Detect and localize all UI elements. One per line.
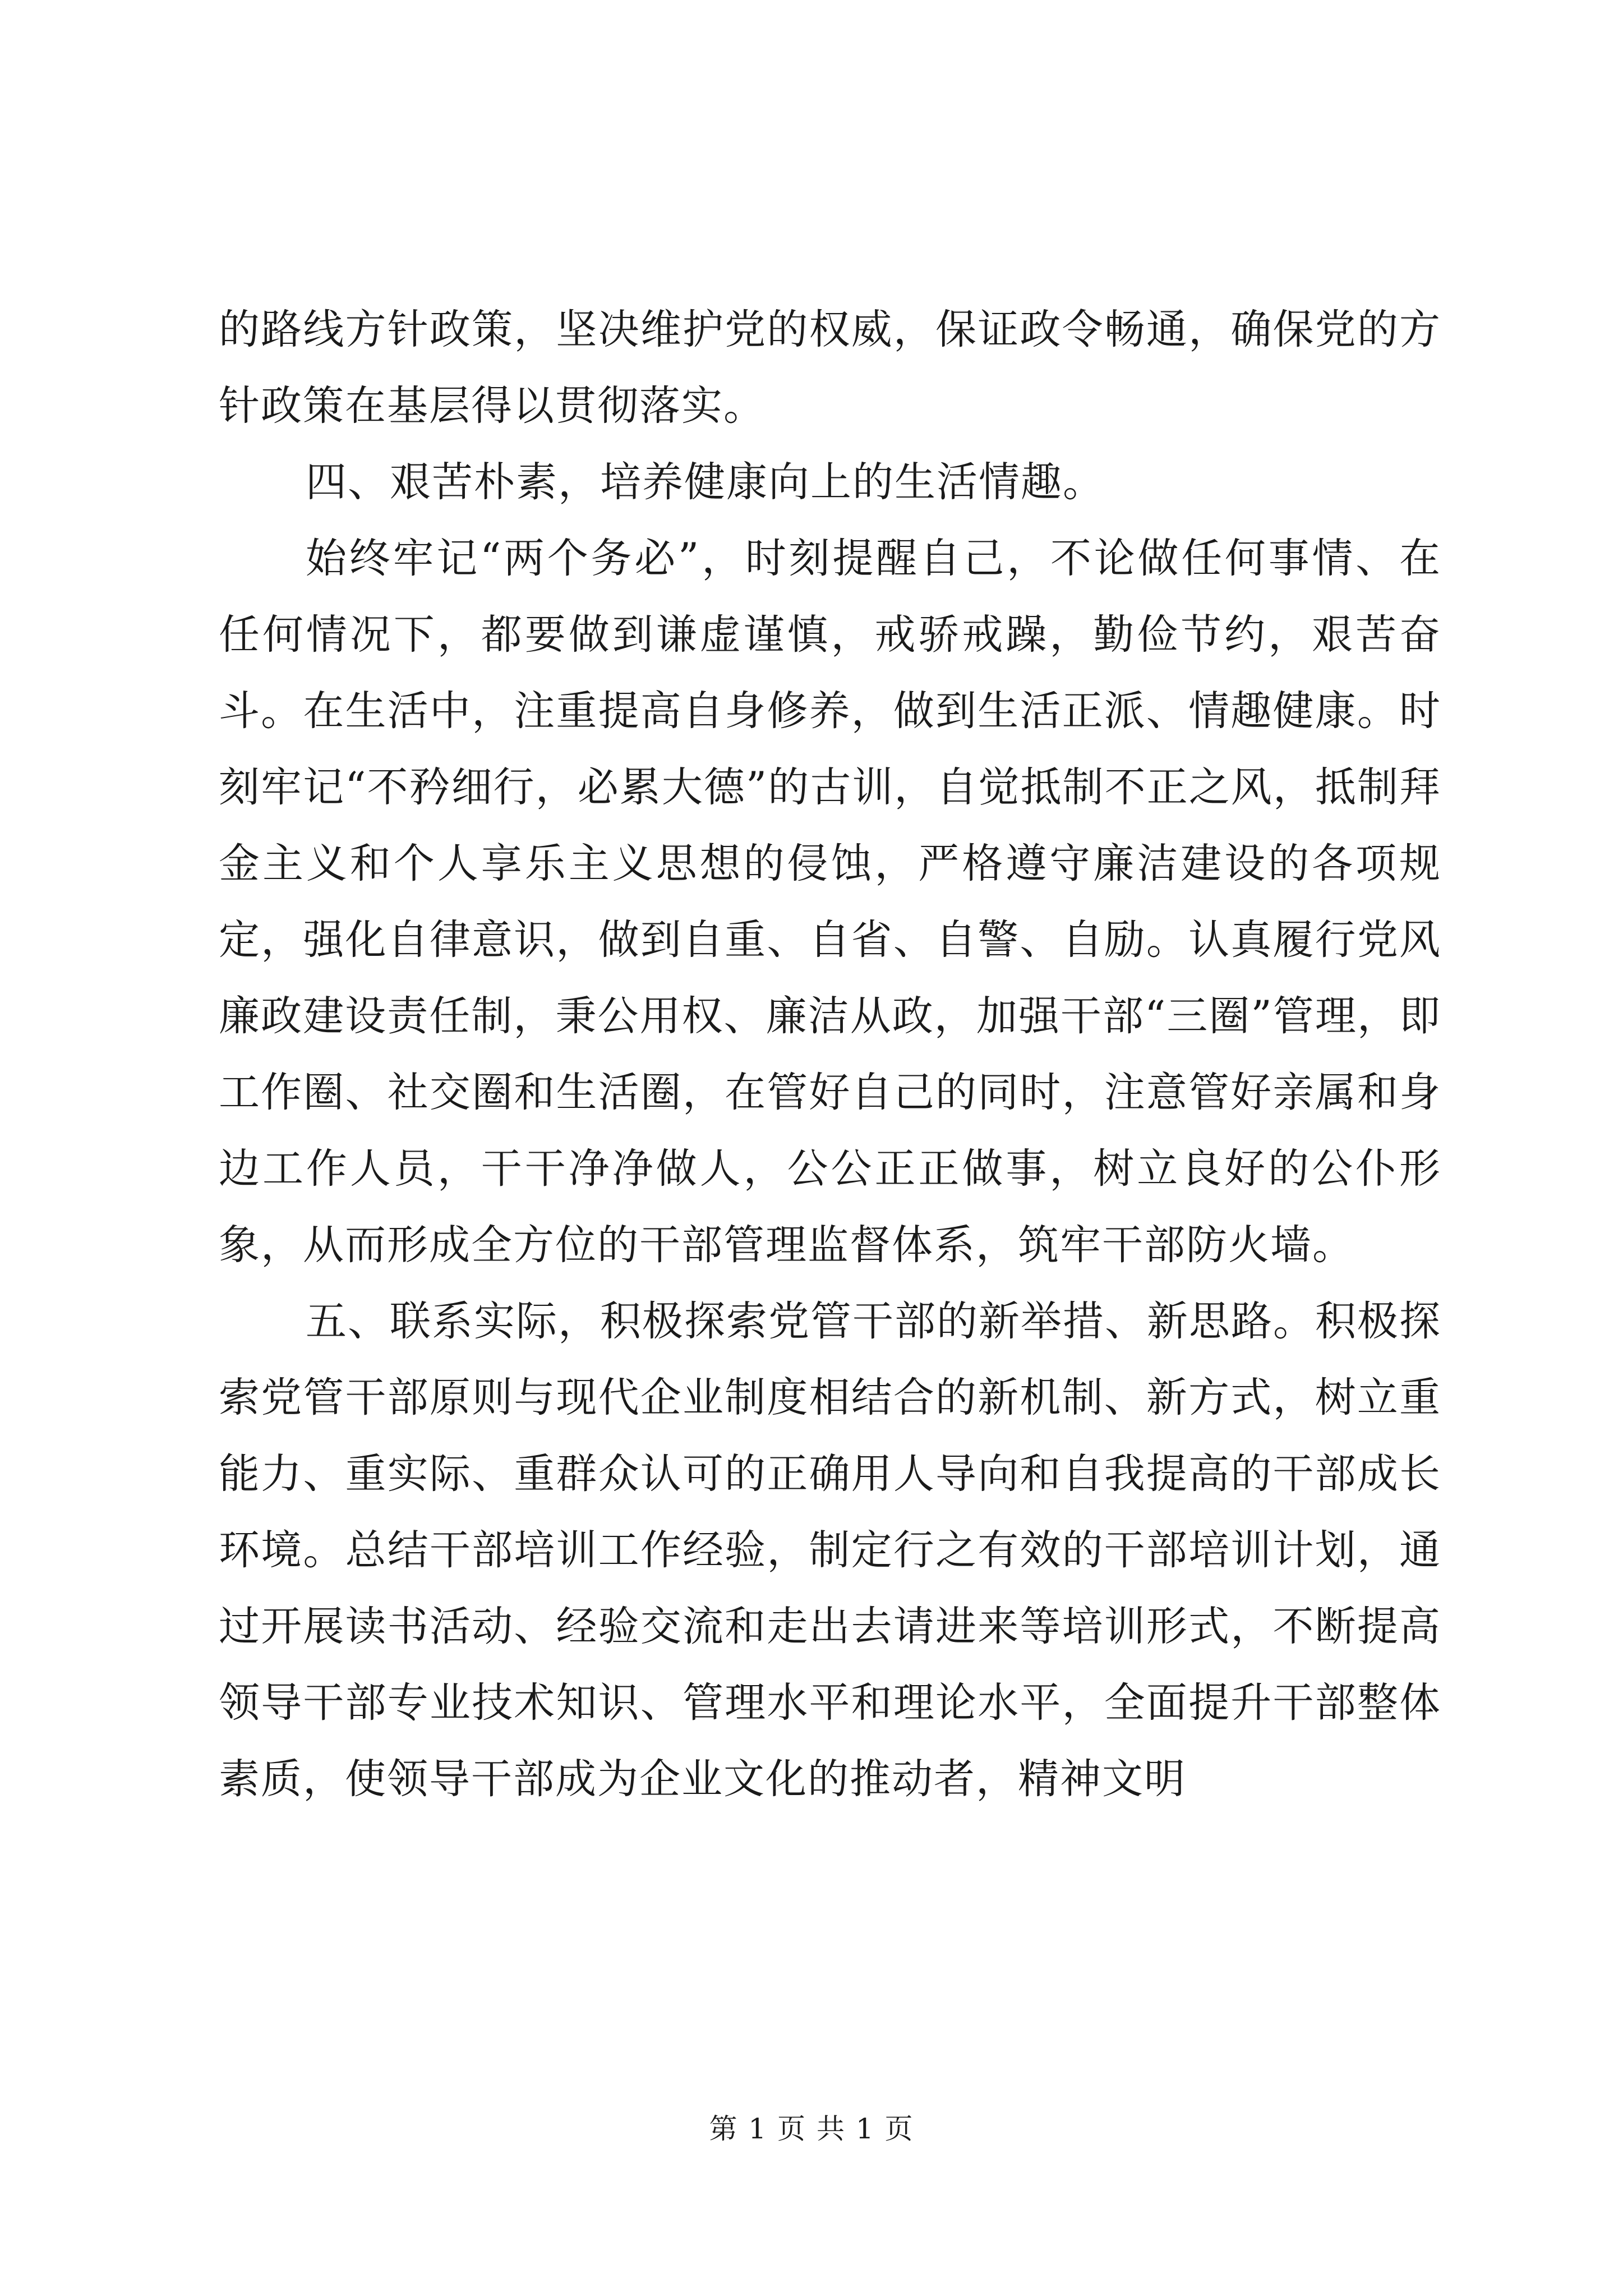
paragraph-continuation: 的路线方针政策，坚决维护党的权威，保证政令畅通，确保党的方针政策在基层得以贯彻落实。 — [219, 306, 1441, 430]
page-number-footer: 第 1 页 共 1 页 — [709, 2113, 914, 2145]
paragraph-frugality: 始终牢记“两个务必”，时刻提醒自己，不论做任何事情、在任何情况下，都要做到谦虚谨慎，戒骄戒躁，勤俭节约，艰苦奋斗。在生活中，注重提高自身修养，做到生活正派、情趣健康。时刻牢记“不矜细行，必累大德”的古训，自觉抵制不正之风，抵制拜金主义和个人享乐主义思想的侵蚀，严格遵守廉洁建设的各项规定，强化自律意识，做到自重、自省、自警、自励。认真履行党风廉政建设责任制，秉公用权、廉洁从政，加强干部“三圈”管理，即工作圈、社交圈和生活圈，在管好自己的同时，注意管好亲属和身边工作人员，干干净净做人，公公正正做事，树立良好的公仆形象，从而形成全方位的干部管理监督体系，筑牢干部防火墙。 — [219, 535, 1441, 1269]
section-heading-four: 四、艰苦朴素，培养健康向上的生活情趣。 — [306, 458, 1105, 506]
section-five-paragraph: 五、联系实际，积极探索党管干部的新举措、新思路。积极探索党管干部原则与现代企业制度相结合的新机制、新方式，树立重能力、重实际、重群众认可的正确用人导向和自我提高的干部成长环境。总结干部培训工作经验，制定行之有效的干部培训计划，通过开展读书活动、经验交流和走出去请进来等培训形式，不断提高领导干部专业技术知识、管理水平和理论水平，全面提升干部整体素质，使领导干部成为企业文化的推动者，精神文明 — [219, 1297, 1441, 1803]
document-body — [219, 292, 1441, 1818]
